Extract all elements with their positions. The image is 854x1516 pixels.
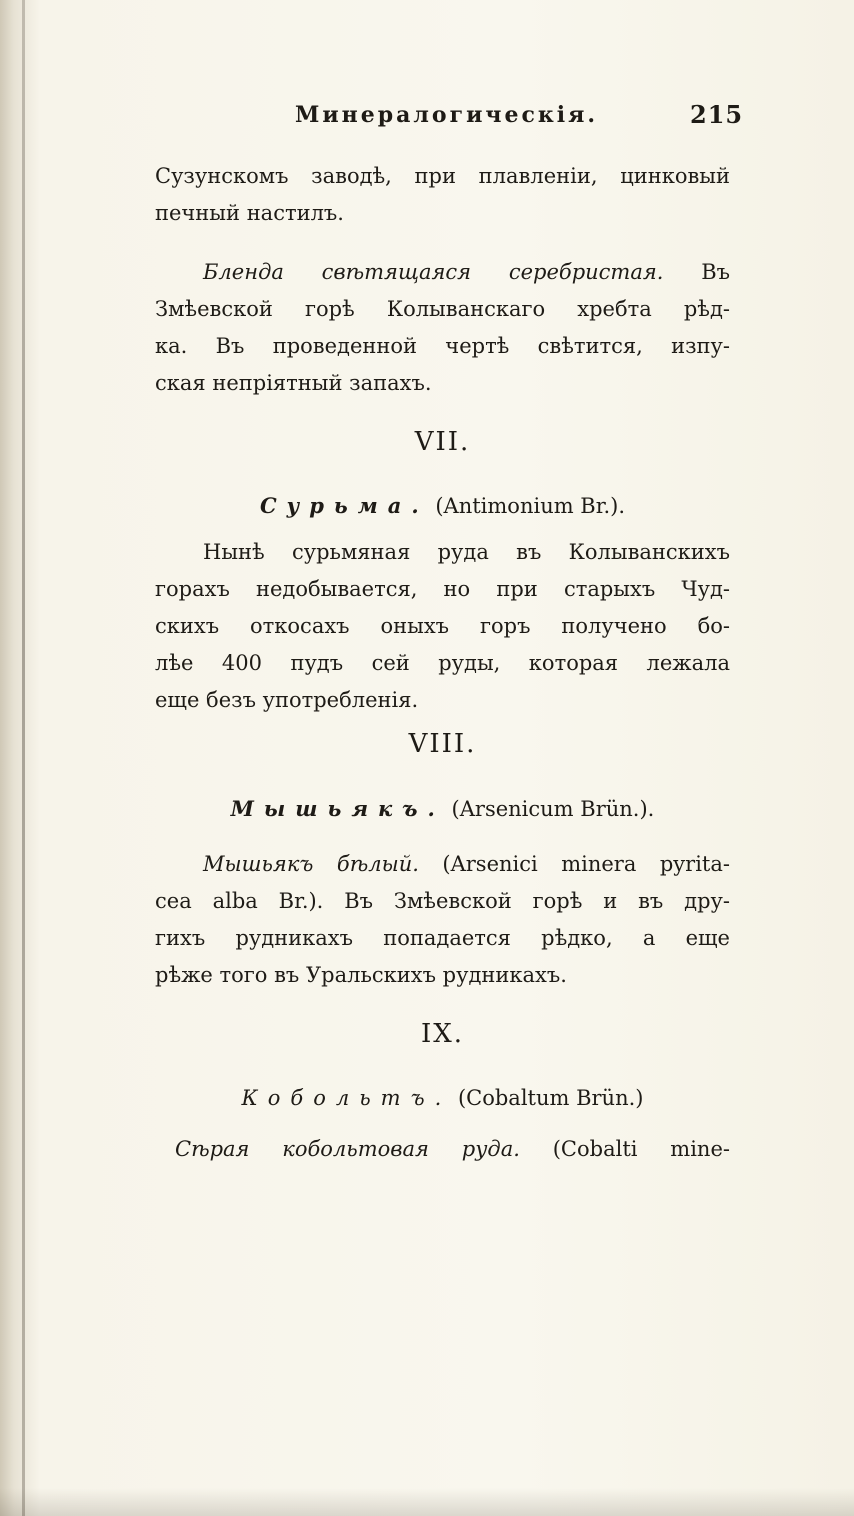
mineral-term: Мышьякъ бѣлый.: [203, 852, 419, 876]
text-line: лѣе 400 пудъ сей руды, которая лежала: [155, 651, 730, 675]
text-line: ка. Въ проведенной чертѣ свѣтится, изпу-: [155, 334, 730, 358]
page-bottom-edge: [0, 1488, 854, 1516]
text-line: Змѣевской горѣ Колыванскаго хребта рѣд-: [155, 297, 730, 321]
section-numeral: IX.: [420, 1019, 465, 1049]
paragraph-arsenic: [155, 846, 730, 994]
section-title-viii: [155, 790, 730, 828]
section-name: Мышьякъ.: [230, 796, 445, 821]
text-fragment: (Cobalti mine-: [552, 1137, 730, 1161]
text-line: гихъ рудникахъ попадается рѣдко, а еще: [155, 926, 730, 950]
text-fragment: Въ: [701, 260, 730, 284]
section-heading-ix: [155, 1016, 730, 1054]
latin-name: (Cobaltum Brün.): [457, 1086, 644, 1110]
paragraph-continuation: [155, 158, 730, 232]
section-heading-viii: [155, 726, 730, 764]
text-line: ская непріятный запахъ.: [155, 371, 432, 395]
text-line: рѣже того въ Уральскихъ рудникахъ.: [155, 963, 567, 987]
section-numeral: VIII.: [408, 729, 477, 759]
text-line: печный настилъ.: [155, 201, 344, 225]
text-line: еще безъ употребленія.: [155, 688, 419, 712]
latin-name: (Arsenicum Brün.).: [451, 797, 655, 821]
text-line: горахъ недобывается, но при старыхъ Чуд-: [155, 577, 730, 601]
mineral-term: Бленда свѣтящаяся серебристая.: [203, 260, 664, 284]
section-name: Кобольтъ.: [241, 1086, 452, 1110]
section-title-vii: [155, 487, 730, 525]
page-number: 215: [690, 100, 744, 129]
paragraph-blende: [155, 254, 730, 402]
text-line: Нынѣ сурьмяная руда въ Колыванскихъ: [203, 540, 730, 564]
section-numeral: VII.: [414, 427, 471, 457]
paragraph-antimony: [155, 534, 730, 719]
mineral-term: Сѣрая кобольтовая руда.: [175, 1137, 520, 1161]
text-line: [155, 1131, 730, 1168]
text-line: скихъ откосахъ оныхъ горъ получено бо-: [155, 614, 730, 638]
section-name: Сурьма.: [259, 493, 429, 518]
text-line: cea alba Br.). Въ Змѣевской горѣ и въ дру-: [155, 889, 730, 913]
text-line: Сузунскомъ заводѣ, при плавленіи, цинковый: [155, 164, 730, 188]
paragraph-cobalt: [155, 1131, 730, 1168]
running-header-title: Минералогическія.: [295, 102, 599, 128]
section-title-ix: [155, 1080, 730, 1117]
page-gutter: [22, 0, 25, 1516]
text-line: [155, 254, 730, 291]
section-heading-vii: [155, 424, 730, 462]
text-fragment: (Arsenici minera pyrita-: [442, 852, 730, 876]
latin-name: (Antimonium Br.).: [435, 494, 626, 518]
text-line: [155, 846, 730, 883]
